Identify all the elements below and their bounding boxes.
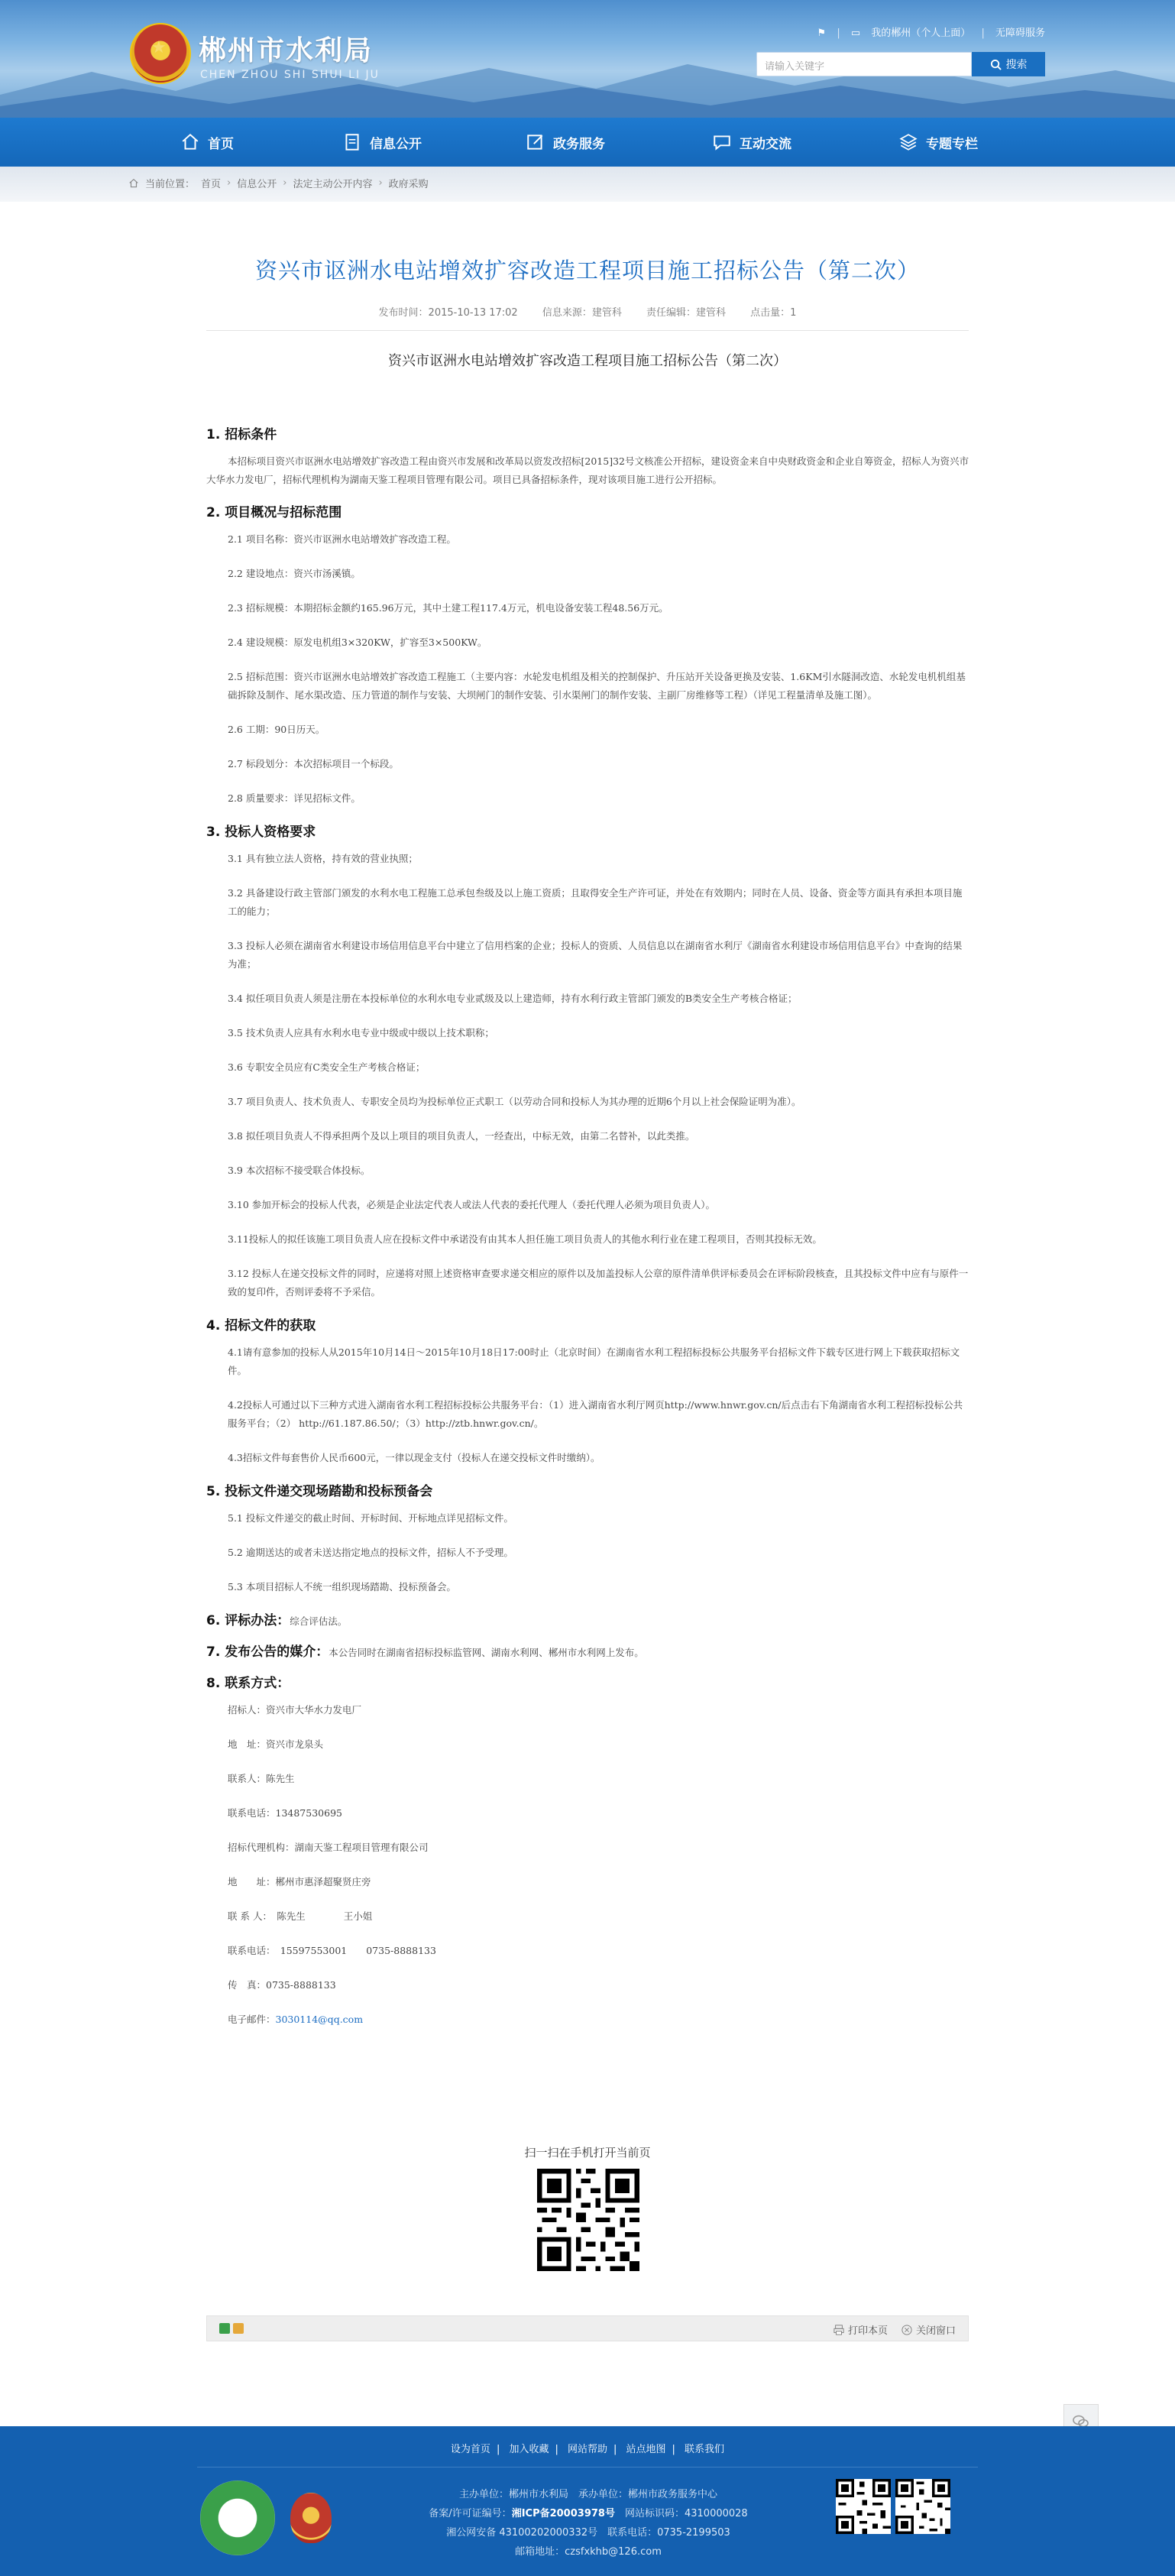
list-item: 5.1 投标文件递交的截止时间、开标时间、开标地点详见招标文件。 <box>228 1512 513 1524</box>
nav-gov-service-label: 政务服务 <box>553 136 605 152</box>
contact-line: 联系人：陈先生 <box>228 1773 295 1784</box>
print-label: 打印本页 <box>847 2325 888 2337</box>
section-inline-text: 综合评估法。 <box>290 1615 348 1627</box>
nav-info-public-label: 信息公开 <box>370 136 422 152</box>
contact-line: 联系电话：13487530695 <box>228 1807 342 1819</box>
nav-info-public[interactable] <box>342 118 422 167</box>
breadcrumb-procurement[interactable]: 政府采购 <box>388 179 429 190</box>
footer-link-help[interactable]: 网站帮助 <box>567 2444 607 2455</box>
article-inner-title: 资兴市讴洲水电站增效扩容改造工程项目施工招标公告（第二次） <box>388 353 787 369</box>
printer-icon <box>834 2325 844 2335</box>
qr-code-icon <box>537 2169 639 2271</box>
search-button-label: 搜索 <box>1005 59 1028 71</box>
nav-interaction-label: 互动交流 <box>740 136 791 152</box>
nav-home-label: 首页 <box>208 136 234 152</box>
contact-line: 联 系 人： 陈先生 王小姐 <box>228 1910 373 1922</box>
flag-icon: ⚑ <box>817 28 827 39</box>
list-item: 3.3 投标人必须在湖南省水利建设市场信用信息平台中建立了信用档案的企业；投标人的资质、人员信息以在湖南省水利厅《湖南省水利建设市场信用信息平台》中查询的结果为准； <box>228 940 963 970</box>
divider <box>206 330 969 331</box>
nav-special-topics-label: 专题专栏 <box>926 136 978 152</box>
site-header <box>0 0 1175 118</box>
section-heading-inline <box>206 1644 969 1661</box>
chat-icon <box>712 132 732 152</box>
section-heading: 3. 投标人资格要求 <box>206 825 316 840</box>
contact-line: 联系电话： 15597553001 0735-8888133 <box>228 1945 436 1956</box>
top-links: ⚑ | ▭ 我的郴州（个人上面） | 无障碍服务 <box>817 28 1045 39</box>
nav-interaction[interactable] <box>712 118 791 167</box>
article-body <box>206 413 969 2045</box>
close-window-button[interactable] <box>901 2322 956 2337</box>
list-item: 4.2投标人可通过以下三种方式进入湖南省水利工程招标投标公共服务平台：（1）进入湖南省水利厅网页http://www.hnwr.gov.cn/后点击右下角湖南省水利工程招标投标公共服务平台；（2） http://61.187.86.50/；（3）http://ztb.hnwr.gov.cn/。 <box>228 1399 963 1429</box>
breadcrumb-home[interactable]: 首页 <box>201 179 222 190</box>
search-input[interactable]: 请输入关键字 <box>756 52 972 76</box>
section-paragraph: 本招标项目资兴市讴洲水电站增效扩容改造工程由资兴市发展和改革局以资发改招标[2015]32号文核准公开招标，建设资金来自中央财政资金和企业自筹资金，招标人为资兴市大华水力发电厂，招标代理机构为湖南天鉴工程项目管理有限公司。项目已具备招标条件，现对该项目施工进行公开招标。 <box>206 455 969 485</box>
info-source: 信息来源：建管科 <box>542 307 622 319</box>
edit-icon <box>526 132 545 152</box>
list-item: 5.2 逾期送达的或者未送达指定地点的投标文件，招标人不予受理。 <box>228 1547 513 1558</box>
site-code: 网站标识码：4310000028 <box>624 2508 748 2519</box>
footer-host: 主办单位：郴州市水利局 承办单位：郴州市政务服务中心 <box>458 2489 717 2500</box>
list-item: 3.10 参加开标会的投标人代表，必须是企业法定代表人或法人代表的委托代理人（委托代理人必须为项目负责人）。 <box>228 1199 716 1210</box>
footer-link-set-home[interactable]: 设为首页 <box>450 2444 490 2455</box>
list-item: 3.8 拟任项目负责人不得承担两个及以上项目的项目负责人，一经查出，中标无效，由第二名替补，以此类推。 <box>228 1130 695 1142</box>
search-icon <box>990 59 1002 70</box>
toolbar-actions <box>834 2322 956 2337</box>
editor: 责任编辑：建管科 <box>646 307 727 319</box>
section-heading-inline <box>206 1612 969 1630</box>
section-heading: 5. 投标文件递交现场踏勘和投标预备会 <box>206 1484 433 1499</box>
list-item: 2.5 招标范围：资兴市讴洲水电站增效扩容改造工程施工（主要内容：水轮发电机组及相关的控制保护、升压站开关设备更换及安装、1.6KM引水隧洞改造、水轮发电机机组基础拆除及制作、尾水渠改造、压力管道的制作与安装、大坝闸门的制作安装、引水渠闸门的制作安装、主副厂房维修等工程）（详见工程量清单及施工图）。 <box>228 671 966 701</box>
party-badge-icon[interactable] <box>290 2493 332 2543</box>
print-button[interactable] <box>834 2322 888 2337</box>
contact-line: 招标人：资兴市大华水力发电厂 <box>228 1704 362 1716</box>
contact-line: 招标代理机构：湖南天鉴工程项目管理有限公司 <box>228 1842 429 1853</box>
close-icon <box>901 2325 912 2335</box>
publish-time: 发布时间：2015-10-13 17:02 <box>378 307 518 319</box>
email-label: 电子邮件： <box>228 2014 276 2025</box>
article-toolbar <box>206 2315 969 2341</box>
list-item: 4.1请有意参加的投标人从2015年10月14日～2015年10月18日17:00时止（北京时间）在湖南省水利工程招标投标公共服务平台招标文件下载专区进行网上下载获取招标文件。 <box>228 1346 960 1376</box>
article-title: 资兴市讴洲水电站增效扩容改造工程项目施工招标公告（第二次） <box>254 258 920 284</box>
footer-qr-code-2-icon <box>895 2479 950 2534</box>
section-heading-text: 7. 发布公告的媒介： <box>206 1644 329 1660</box>
list-item: 3.2 具备建设行政主管部门颁发的水利水电工程施工总承包叁级及以上施工资质；且取得安全生产许可证，并处在有效期内；同时在人员、设备、资金等方面具有承担本项目施工的能力； <box>228 887 963 917</box>
footer-email: 邮箱地址：czsfxkhb@126.com <box>515 2546 662 2558</box>
list-item: 2.8 质量要求：详见招标文件。 <box>228 792 361 804</box>
weibo-share-icon[interactable] <box>233 2323 244 2334</box>
email-link[interactable]: 3030114@qq.com <box>275 2014 364 2025</box>
home-icon <box>180 132 200 152</box>
nav-home[interactable] <box>180 118 234 167</box>
section-heading: 4. 招标文件的获取 <box>206 1318 316 1333</box>
site-title: 郴州市水利局 <box>199 35 374 66</box>
view-count: 点击量：1 <box>750 307 797 319</box>
list-item: 2.4 建设规模：原发电机组3×320KW，扩容至3×500KW。 <box>228 637 487 648</box>
section-heading: 8. 联系方式： <box>206 1676 290 1691</box>
close-label: 关闭窗口 <box>915 2325 956 2337</box>
accessibility-link[interactable]: 无障碍服务 <box>995 28 1045 39</box>
document-icon <box>342 132 362 152</box>
contact-line: 传 真：0735-8888133 <box>228 1979 336 1991</box>
list-item: 3.9 本次招标不接受联合体投标。 <box>228 1165 371 1176</box>
monitor-icon: ▭ <box>850 28 861 39</box>
layers-icon <box>898 132 918 152</box>
main-nav <box>0 118 1175 167</box>
breadcrumb-legal-content[interactable]: 法定主动公开内容 <box>293 179 373 190</box>
footer-qr-code-icon <box>836 2479 891 2534</box>
site-subtitle: CHEN ZHOU SHI SHUI LI JU <box>200 69 380 81</box>
list-item: 2.1 项目名称：资兴市讴洲水电站增效扩容改造工程。 <box>228 533 456 545</box>
section-heading: 1. 招标条件 <box>206 427 277 442</box>
list-item: 3.1 具有独立法人资格，持有效的营业执照； <box>228 853 418 864</box>
nav-special-topics[interactable] <box>898 118 978 167</box>
footer-icp-line <box>428 2504 749 2523</box>
footer-police: 湘公网安备 43100202000332号 联系电话：0735-2199503 <box>446 2527 730 2539</box>
section-inline-text: 本公告同时在湖南省招标投标监管网、湖南水利网、郴州市水利网上发布。 <box>329 1647 644 1658</box>
list-item: 3.12 投标人在递交投标文件的同时，应递将对照上述资格审查要求递交相应的原件以及加盖投标人公章的原件清单供评标委员会在评标阶段核查，且其投标文件中应有与原件一致的复印件，否则评委将不予采信。 <box>228 1268 969 1298</box>
breadcrumb-prefix: 当前位置： <box>145 179 196 190</box>
footer-link-contact[interactable]: 联系我们 <box>685 2444 725 2455</box>
section-heading: 2. 项目概况与招标范围 <box>206 505 342 520</box>
list-item: 3.4 拟任项目负责人须是注册在本投标单位的水利水电专业贰级及以上建造师，持有水利行政主管部门颁发的B类安全生产考核合格证； <box>228 993 798 1004</box>
footer-link-sitemap[interactable]: 站点地图 <box>626 2444 666 2455</box>
contact-email-line <box>228 2011 969 2029</box>
share-icons <box>219 2323 244 2334</box>
list-item: 4.3招标文件每套售价人民币600元，一律以现金支付（投标人在递交投标文件时缴纳）。 <box>228 1452 600 1463</box>
list-item: 2.6 工期：90日历天。 <box>228 724 325 735</box>
footer-links: 设为首页 | 加入收藏 | 网站帮助 | 站点地图 | 联系我们 <box>450 2444 725 2455</box>
qr-label: 扫一扫在手机打开当前页 <box>524 2146 651 2160</box>
list-item: 3.11投标人的拟任该施工项目负责人应在投标文件中承诺没有由其本人担任施工项目负责人的其他水利行业在建工程项目，否则其投标无效。 <box>228 1233 822 1245</box>
footer-info <box>428 2485 749 2561</box>
wechat-share-icon[interactable] <box>219 2323 230 2334</box>
list-item: 5.3 本项目招标人不统一组织现场踏勘、投标预备会。 <box>228 1581 456 1593</box>
gov-site-badge-icon[interactable] <box>200 2480 275 2555</box>
contact-line: 地 址：郴州市惠泽超聚贤庄旁 <box>228 1876 371 1887</box>
icp-number[interactable]: 湘ICP备20003978号 <box>511 2508 615 2519</box>
article-meta <box>206 304 969 319</box>
list-item: 2.7 标段划分：本次招标项目一个标段。 <box>228 758 399 770</box>
search-button[interactable] <box>972 52 1045 76</box>
my-chenzhou-link[interactable]: 我的郴州（个人上面） <box>871 28 971 39</box>
list-item: 3.7 项目负责人、技术负责人、专职安全员均为投标单位正式职工（以劳动合同和投标人为其办理的近期6个月以上社会保险证明为准）。 <box>228 1096 801 1107</box>
list-item: 2.3 招标规模：本期招标金额约165.96万元，其中土建工程117.4万元，机电设备安装工程48.56万元。 <box>228 602 668 614</box>
list-item: 3.5 技术负责人应具有水利水电专业中级或中级以上技术职称； <box>228 1027 494 1039</box>
list-item: 3.6 专职安全员应有C类安全生产考核合格证； <box>228 1061 426 1073</box>
icp-label: 备案/许可证编号： <box>429 2508 512 2519</box>
breadcrumb: 当前位置： 首页 › 信息公开 › 法定主动公开内容 › 政府采购 <box>128 176 429 190</box>
section-heading-text: 6. 评标办法： <box>206 1613 290 1628</box>
national-emblem-icon: ★ <box>130 23 191 84</box>
list-item: 2.2 建设地点：资兴市汤溪镇。 <box>228 568 361 579</box>
nav-gov-service[interactable] <box>526 118 605 167</box>
footer-link-favorite[interactable]: 加入收藏 <box>509 2444 549 2455</box>
contact-line: 地 址：资兴市龙泉头 <box>228 1738 324 1750</box>
breadcrumb-info-public[interactable]: 信息公开 <box>237 179 277 190</box>
home-small-icon <box>128 178 139 189</box>
